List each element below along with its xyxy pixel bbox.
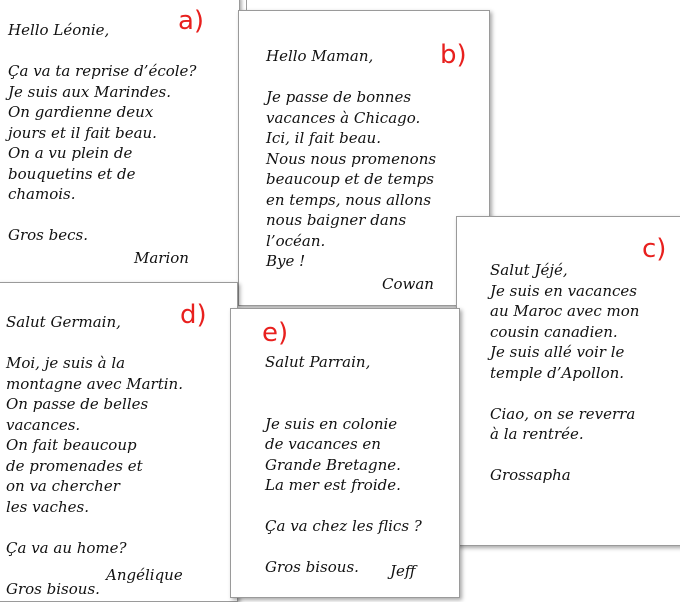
letter-line: Ça va au home? bbox=[6, 538, 127, 557]
letter-d-signature: Angélique bbox=[106, 566, 183, 584]
letter-line: On a vu plein de bbox=[8, 144, 133, 162]
blank-line bbox=[8, 41, 196, 62]
letter-line: de vacances en bbox=[265, 435, 381, 453]
letter-line: de promenades et bbox=[6, 456, 143, 475]
letter-line: Bye ! bbox=[266, 252, 306, 270]
letter-b-signature: Cowan bbox=[382, 275, 434, 293]
letter-line: Ça va ta reprise d’école? bbox=[8, 62, 197, 80]
letter-b-text bbox=[266, 46, 436, 272]
card-edge-line bbox=[246, 0, 247, 10]
letter-line: vacances à Chicago. bbox=[266, 108, 421, 127]
letter-line: Je suis allé voir le bbox=[490, 343, 625, 361]
letter-line: cousin canadien. bbox=[490, 322, 618, 341]
letter-e-text bbox=[265, 352, 422, 578]
letter-line: Ça va chez les flics ? bbox=[265, 517, 422, 535]
letter-line: montagne avec Martin. bbox=[6, 374, 183, 393]
letter-line: Salut Jéjé, bbox=[490, 261, 568, 279]
letter-a-text bbox=[8, 20, 196, 246]
blank-line bbox=[6, 517, 183, 538]
letter-line: Je passe de bonnes bbox=[266, 88, 412, 106]
letter-line: en temps, nous allons bbox=[266, 190, 432, 209]
letter-line: Gros becs. bbox=[8, 226, 88, 244]
letter-line: On fait beaucoup bbox=[6, 436, 137, 454]
letter-line: à la rentrée. bbox=[490, 425, 584, 443]
letter-line: Je suis en vacances bbox=[490, 281, 637, 300]
letter-line: Gros bisous. bbox=[265, 558, 359, 576]
label-d: d) bbox=[180, 300, 207, 330]
letter-line: on va chercher bbox=[6, 477, 120, 495]
letter-line: temple d’Apollon. bbox=[490, 363, 625, 382]
label-c: c) bbox=[642, 234, 667, 264]
letter-line: les vaches. bbox=[6, 497, 89, 516]
blank-line bbox=[490, 445, 639, 466]
letter-line: Gros bisous. bbox=[6, 579, 100, 598]
label-b: b) bbox=[440, 40, 467, 70]
letter-line: On passe de belles bbox=[6, 395, 149, 413]
blank-line bbox=[265, 393, 422, 414]
letter-line: Grande Bretagne. bbox=[265, 455, 401, 474]
blank-line bbox=[265, 373, 422, 394]
letter-line: Je suis aux Marindes. bbox=[8, 82, 171, 101]
blank-line bbox=[266, 67, 436, 88]
letter-line: Salut Germain, bbox=[6, 313, 121, 331]
letter-line: l’océan. bbox=[266, 231, 326, 250]
letter-line: jours et il fait beau. bbox=[8, 123, 157, 142]
letter-line: Ici, il fait beau. bbox=[266, 129, 381, 147]
blank-line bbox=[490, 383, 639, 404]
letter-line: Ciao, on se reverra bbox=[490, 404, 636, 423]
letter-line: chamois. bbox=[8, 185, 76, 203]
letter-line: Grossapha bbox=[490, 466, 571, 484]
label-e: e) bbox=[262, 318, 289, 348]
letter-e-signature: Jeff bbox=[390, 562, 416, 580]
letter-line: Nous nous promenons bbox=[266, 149, 437, 168]
letter-line: beaucoup et de temps bbox=[266, 170, 434, 188]
letter-line: vacances. bbox=[6, 415, 81, 434]
letter-line: On gardienne deux bbox=[8, 103, 154, 121]
blank-line bbox=[265, 537, 422, 558]
blank-line bbox=[6, 333, 183, 354]
letter-line: bouquetins et de bbox=[8, 164, 136, 183]
letter-line: Je suis en colonie bbox=[265, 414, 398, 433]
letter-c-text bbox=[490, 260, 639, 486]
letter-line: au Maroc avec mon bbox=[490, 302, 640, 320]
letter-line: Salut Parrain, bbox=[265, 353, 371, 371]
blank-line bbox=[8, 205, 196, 226]
label-a: a) bbox=[178, 6, 205, 36]
letter-line: Hello Léonie, bbox=[8, 21, 110, 39]
letter-line: Hello Maman, bbox=[266, 47, 374, 65]
letter-line: nous baigner dans bbox=[266, 211, 407, 229]
letter-d-text bbox=[6, 312, 183, 599]
letter-a-signature: Marion bbox=[134, 249, 189, 267]
letter-line: La mer est froide. bbox=[265, 476, 401, 494]
letter-line: Moi, je suis à la bbox=[6, 354, 126, 372]
blank-line bbox=[265, 496, 422, 517]
